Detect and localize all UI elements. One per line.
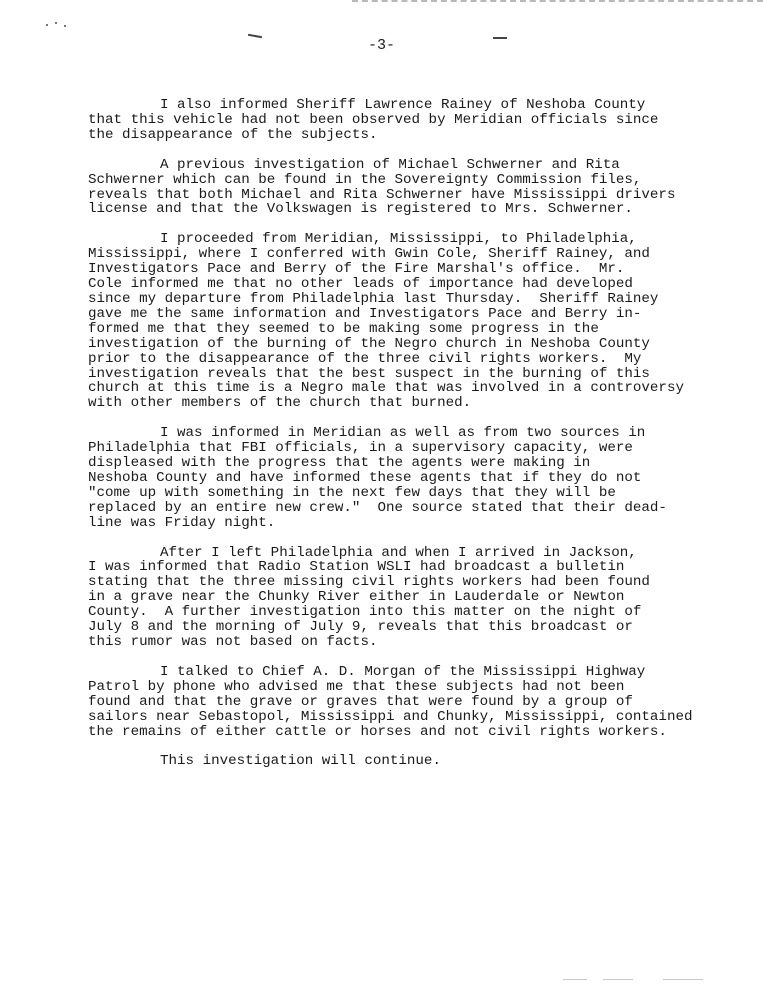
text-line: Neshoba County and have informed these agents that if they do not (88, 469, 642, 486)
scan-bottom-marks (563, 977, 743, 983)
text-line: A previous investigation of Michael Schwerner and Rita (160, 156, 620, 173)
text-line: I also informed Sheriff Lawrence Rainey of Neshoba County (160, 97, 646, 113)
paragraph-schwerner-investigation (88, 158, 748, 218)
text-line: line was Friday night. (88, 514, 276, 531)
paragraph-rainey-vehicle (88, 98, 748, 143)
text-line: "come up with something in the next few days that they will be (88, 484, 616, 501)
text-line: gave me the same information and Investigators Pace and Berry in- (88, 305, 642, 322)
text-line: investigation reveals that the best suspect in the burning of this (88, 365, 650, 382)
text-line: Patrol by phone who advised me that these subjects had not been (88, 678, 625, 695)
text-line: Investigators Pace and Berry of the Fire Marshal's office. Mr. (88, 261, 625, 278)
paragraph-closing (88, 754, 748, 769)
text-line: the disappearance of the subjects. (88, 126, 378, 143)
text-line: Mississippi, where I conferred with Gwin Cole, Sheriff Rainey, and (88, 246, 650, 263)
text-line: church at this time is a Negro male that was involved in a controversy (88, 380, 684, 397)
scan-specks (46, 22, 70, 28)
text-line: found and that the grave or graves that were found by a group of (88, 693, 633, 710)
paragraph-radio-bulletin (88, 546, 748, 650)
text-line: I talked to Chief A. D. Morgan of the Mississippi Highway (160, 663, 646, 680)
text-line: since my departure from Philadelphia last Thursday. Sheriff Rainey (88, 290, 659, 307)
text-line: investigation of the burning of the Negro church in Neshoba County (88, 335, 650, 352)
text-line: This investigation will continue. (160, 753, 441, 770)
text-line: reveals that both Michael and Rita Schwerner have Mississippi drivers (88, 186, 676, 203)
page-number: -3- (367, 37, 395, 54)
paragraph-fbi-officials (88, 426, 748, 530)
text-line: Cole informed me that no other leads of importance had developed (88, 276, 633, 293)
text-line: Philadelphia that FBI officials, in a supervisory capacity, were (88, 440, 633, 457)
text-line: prior to the disappearance of the three civil rights workers. My (88, 350, 642, 367)
text-line: in a grave near the Chunky River either in Lauderdale or Newton (88, 589, 625, 606)
document-body (88, 98, 748, 784)
text-line: I proceeded from Meridian, Mississippi, to Philadelphia, (160, 231, 637, 248)
text-line: sailors near Sebastopol, Mississippi and Chunky, Mississippi, contained (88, 708, 693, 725)
text-line: that this vehicle had not been observed by Meridian officials since (88, 111, 659, 128)
text-line: County. A further investigation into this matter on the night of (88, 604, 642, 621)
text-line: I was informed in Meridian as well as from two sources in (160, 425, 646, 442)
text-line: After I left Philadelphia and when I arrived in Jackson, (160, 544, 637, 561)
text-line: replaced by an entire new crew." One source stated that their dead- (88, 499, 667, 516)
text-line: the remains of either cattle or horses and not civil rights workers. (88, 723, 667, 740)
text-line: I was informed that Radio Station WSLI had broadcast a bulletin (88, 559, 625, 576)
text-line: displeased with the progress that the agents were making in (88, 455, 591, 472)
top-edge-dashes (352, 0, 763, 2)
text-line: with other members of the church that burned. (88, 395, 472, 412)
text-line: license and that the Volkswagen is registered to Mrs. Schwerner. (88, 201, 633, 218)
paragraph-philadelphia-conference (88, 232, 748, 411)
text-line: formed me that they seemed to be making some progress in the (88, 320, 599, 337)
paragraph-chief-morgan (88, 665, 748, 740)
text-line: July 8 and the morning of July 9, reveals that this broadcast or (88, 619, 633, 636)
text-line: Schwerner which can be found in the Sovereignty Commission files, (88, 171, 642, 188)
text-line: stating that the three missing civil rights workers had been found (88, 574, 650, 591)
text-line: this rumor was not based on facts. (88, 634, 378, 650)
